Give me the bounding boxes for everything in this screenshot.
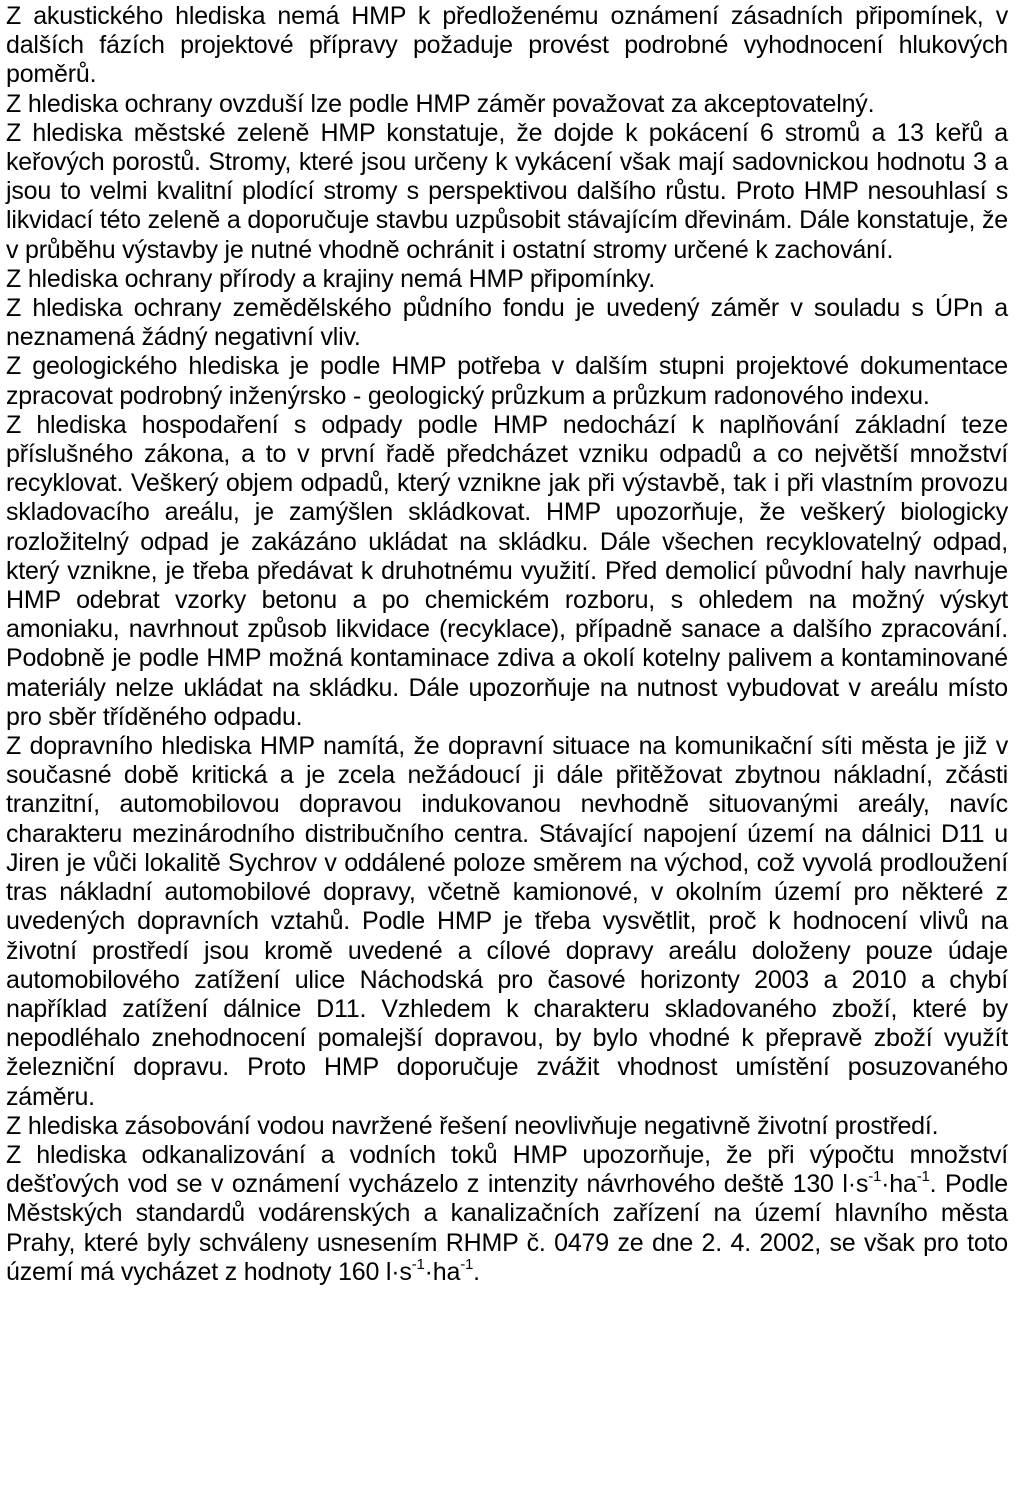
paragraph-transport: Z dopravního hlediska HMP namítá, že dopravní situace na komunikační síti města je již v současné době kritická a je zcela nežádoucí ji dále přitěžovat zbytnou nákladní, zčásti tranzitní, automobilovou dopravou indukovanou nevhodně situovanými areály, navíc charakteru mezinárodního distribučního centra. Stávající napojení území na dálnici D11 u Jiren je vůči lokalitě Sychrov v oddálené poloze směrem na východ, což vyvolá prodloužení tras nákladní automobilové dopravy, včetně kamionové, v okolním území pro některé z uvedených dopravních vztahů. Podle HMP je třeba vysvětlit, proč k hodnocení vlivů na životní prostředí jsou kromě uvedené a cílové dopravy areálu doloženy pouze údaje automobilového zatížení ulice Náchodská pro časové horizonty 2003 a 2010 a chybí například zatížení dálnice D11. Vzhledem k charakteru skladovaného zboží, které by nepodléhalo znehodnocení pomalejší dopravou, by bylo vhodné k přepravě zboží využít železniční dopravu. Proto HMP doporučuje zvážit vhodnost umístění posuzovaného záměru. [6,732,1008,1111]
paragraph-nature-landscape: Z hlediska ochrany přírody a krajiny nemá HMP připomínky. [6,264,656,293]
paragraph-air-protection: Z hlediska ochrany ovzduší lze podle HMP záměr považovat za akceptovatelný. [6,89,875,118]
unit-exponent: -1 [916,1168,930,1186]
paragraph-waste-management: Z hlediska hospodaření s odpady podle HMP nedochází k naplňování základní teze příslušného zákona, a to v první řadě předcházet vzniku odpadů a co největší množství recyklovat. Veškerý objem odpadů, který vznikne jak při výstavbě, tak i při vlastním provozu skladovacího areálu, je zamýšlen skládkovat. HMP upozorňuje, že veškerý biologicky rozložitelný odpad je zakázáno ukládat na skládku. Dále všechen recyklovatelný odpad, který vznikne, je třeba předávat k druhotnému využití. Před demolicí původní haly navrhuje HMP odebrat vzorky betonu a po chemickém rozboru, s ohledem na možný výskyt amoniaku, navrhnout způsob likvidace (recyklace), případně sanace a dalšího zpracování. Podobně je podle HMP možná kontaminace zdiva a okolí kotelny palivem a kontaminované materiály nelze ukládat na skládku. Dále upozorňuje na nutnost vybudovat v areálu místo pro sběr tříděného odpadu. [6,410,1008,731]
unit-exponent: -1 [868,1168,882,1186]
paragraph-urban-greenery: Z hlediska městské zeleně HMP konstatuje, že dojde k pokácení 6 stromů a 13 keřů a keřových porostů. Stromy, které jsou určeny k vykácení však mají sadovnickou hodnotu 3 a jsou to velmi kvalitní plodící stromy s perspektivou dalšího růstu. Proto HMP nesouhlasí s likvidací této zeleně a doporučuje stavbu uzpůsobit stávajícím dřevinám. Dále konstatuje, že v průběhu výstavby je nutné vhodně ochránit i ostatní stromy určené k zachování. [6,118,1008,264]
sewerage-text-part3: . Podle Městských standardů vodárenských a kanalizačních zařízení na území hlavního města Prahy, které byly schváleny usnesením RHMP č. 0479 ze dne 2. 4. 2002, se však pro toto území má vycházet z hodnoty 160 l·s [6,1170,1008,1286]
paragraph-agricultural-land: Z hlediska ochrany zemědělského půdního fondu je uvedený záměr v souladu s ÚPn a neznamená žádný negativní vliv. [6,294,1008,352]
sewerage-text-part2: ·ha [881,1170,917,1199]
unit-exponent: -1 [460,1255,474,1273]
sewerage-text-part4: ·ha [424,1257,461,1286]
paragraph-water-supply: Z hlediska zásobování vodou navržené řešení neovlivňuje negativně životní prostředí. [6,1111,939,1140]
paragraph-sewerage [6,1141,1008,1287]
sewerage-text-part5: . [473,1257,480,1286]
paragraph-acoustics: Z akustického hlediska nemá HMP k předloženému oznámení zásadních připomínek, v dalších fázích projektové přípravy požaduje provést podrobné vyhodnocení hlukových poměrů. [6,2,1008,89]
paragraph-geology: Z geologického hlediska je podle HMP potřeba v dalším stupni projektové dokumentace zpracovat podrobný inženýrsko - geologický průzkum a průzkum radonového indexu. [6,352,1008,410]
unit-exponent: -1 [411,1255,425,1273]
sewerage-text-part1: Z hlediska odkanalizování a vodních toků HMP upozorňuje, že při výpočtu množství dešťových vod se v oznámení vycházelo z intenzity návrhového deště 130 l·s [6,1140,1008,1199]
